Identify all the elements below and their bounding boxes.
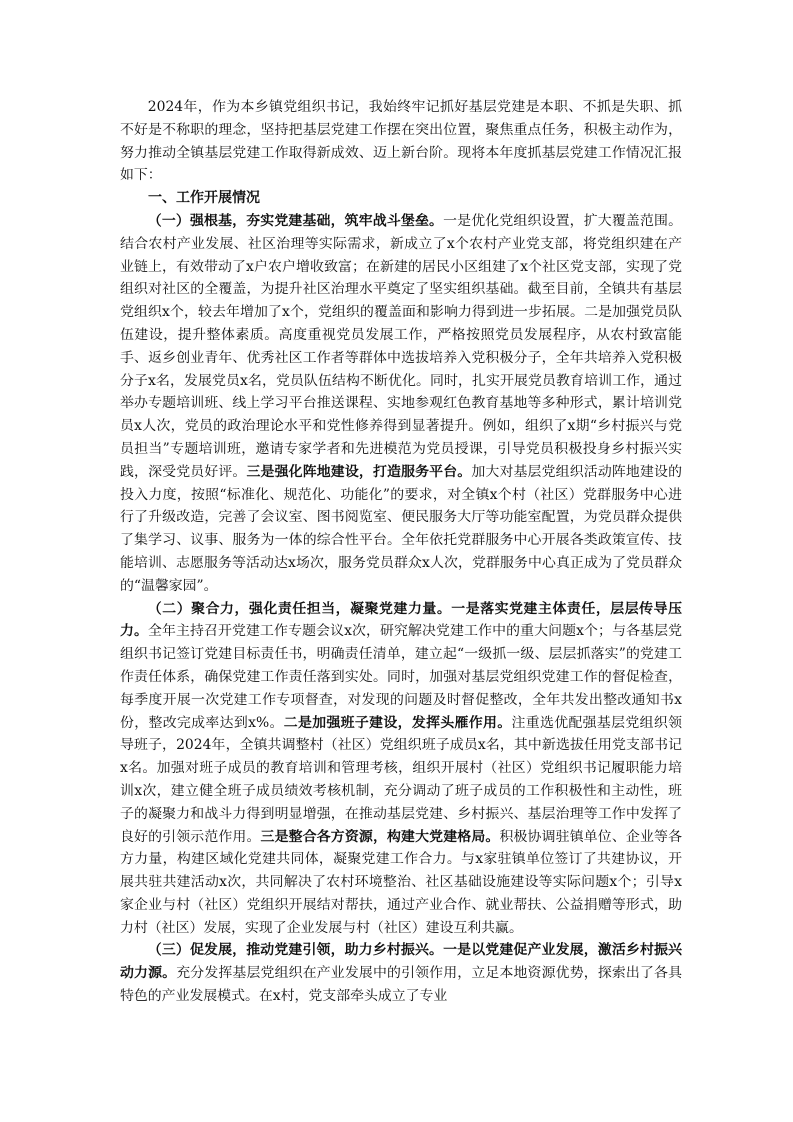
subsection-1-paragraph (120, 210, 682, 598)
subsection-2-text-3: 积极协调驻镇单位、企业等各方力量，构建区域化党建共同体，凝聚党建工作合力。与x家驻镇单位签订了共建协议，开展共驻共建活动x次，共同解决了农村环境整治、社区基础设施建设等实际问题x个；引导x家企业与村（社区）党组织开展结对帮扶，通过产业合作、就业帮扶、公益捐赠等形式，助力村（社区）发展，实现了企业发展与村（社区）建设互利共赢。 (120, 828, 682, 936)
subsection-2-text-1: 全年主持召开党建工作专题会议x次，研究解决党建工作中的重大问题x个；与各基层党组织书记签订党建目标责任书，明确责任清单，建立起“一级抓一级、层层抓落实”的党建工作责任体系，确保党建工作责任落到实处。同时，加强对基层党组织党建工作的督促检查，每季度开展一次党建工作专项督查，对发现的问题及时督促整改，全年共发出整改通知书x份，整改完成率达到x%。 (120, 623, 682, 731)
subsection-1-bold-1: 三是强化阵地建设，打造服务平台。 (246, 463, 472, 480)
subsection-2-bold-3: 三是整合各方资源，构建大党建格局。 (260, 828, 500, 845)
subsection-2-title: （二）聚合力，强化责任担当，凝聚党建力量。 (147, 600, 452, 617)
subsection-3-text-1: 充分发挥基层党组织在产业发展中的引领作用，立足本地资源优势，探索出了各具特色的产业发展模式。在x村，党支部牵头成立了专业 (120, 965, 682, 1005)
subsection-3-paragraph (120, 939, 682, 1007)
document-body (120, 96, 682, 1008)
section-heading: 一、工作开展情况 (148, 190, 260, 207)
subsection-1-title: （一）强根基，夯实党建基础，筑牢战斗堡垒。 (147, 212, 444, 229)
subsection-1-text-1: 一是优化党组织设置，扩大覆盖范围。结合农村产业发展、社区治理等实际需求，新成立了x个农村产业党支部，将党组织建在产业链上，有效带动了x户农户增收致富；在新建的居民小区组建了x个社区党支部，实现了党组织对社区的全覆盖，为提升社区治理水平奠定了坚实组织基础。截至目前，全镇共有基层党组织x个，较去年增加了x个，党组织的覆盖面和影响力得到进一步拓展。二是加强党员队伍建设，提升整体素质。高度重视党员发展工作，严格按照党员发展程序，从农村致富能手、返乡创业青年、优秀社区工作者等群体中选拔培养入党积极分子，全年共培养入党积极分子x名，发展党员x名，党员队伍结构不断优化。同时，扎实开展党员教育培训工作，通过举办专题培训班、线上学习平台推送课程、实地参观红色教育基地等多种形式，累计培训党员x人次，党员的政治理论水平和党性修养得到显著提升。例如，组织了x期“乡村振兴与党员担当”专题培训班，邀请专家学者和先进模范为党员授课，引导党员积极投身乡村振兴实践，深受党员好评。 (120, 212, 682, 480)
subsection-2-bold-2: 二是加强班子建设，发挥头雁作用。 (283, 714, 512, 731)
subsection-1-text-2: 加大对基层党组织活动阵地建设的投入力度，按照“标准化、规范化、功能化”的要求，对全镇x个村（社区）党群服务中心进行了升级改造，完善了会议室、图书阅览室、便民服务大厅等功能室配置，为党员群众提供了集学习、议事、服务为一体的综合性平台。全年依托党群服务中心开展各类政策宣传、技能培训、志愿服务等活动达x场次，服务党员群众x人次，党群服务中心真正成为了党员群众的“温馨家园”。 (120, 463, 682, 594)
subsection-2-paragraph (120, 598, 682, 940)
subsection-2-bold-1: 一是落实党建主体责任，层层传导压力。 (120, 600, 682, 640)
subsection-3-title: （三）促发展，推动党建引领，助力乡村振兴。 (147, 942, 444, 959)
subsection-3-bold-1: 一是以党建促产业发展，激活乡村振兴动力源。 (120, 942, 682, 982)
intro-paragraph: 2024年，作为本乡镇党组织书记，我始终牢记抓好基层党建是本职、不抓是失职、抓不好是不称职的理念，坚持把基层党建工作摆在突出位置，聚焦重点任务，积极主动作为，努力推动全镇基层党建工作取得新成效、迈上新台阶。现将本年度抓基层党建工作情况汇报如下： (120, 99, 682, 184)
subsection-2-text-2: 注重选优配强基层党组织领导班子，2024年，全镇共调整村（社区）党组织班子成员x名，其中新选拔任用党支部书记x名。加强对班子成员的教育培训和管理考核，组织开展村（社区）党组织书记履职能力培训x次，建立健全班子成员绩效考核机制，充分调动了班子成员的工作积极性和主动性，班子的凝聚力和战斗力得到明显增强，在推动基层党建、乡村振兴、基层治理等工作中发挥了良好的引领示范作用。 (120, 714, 682, 845)
